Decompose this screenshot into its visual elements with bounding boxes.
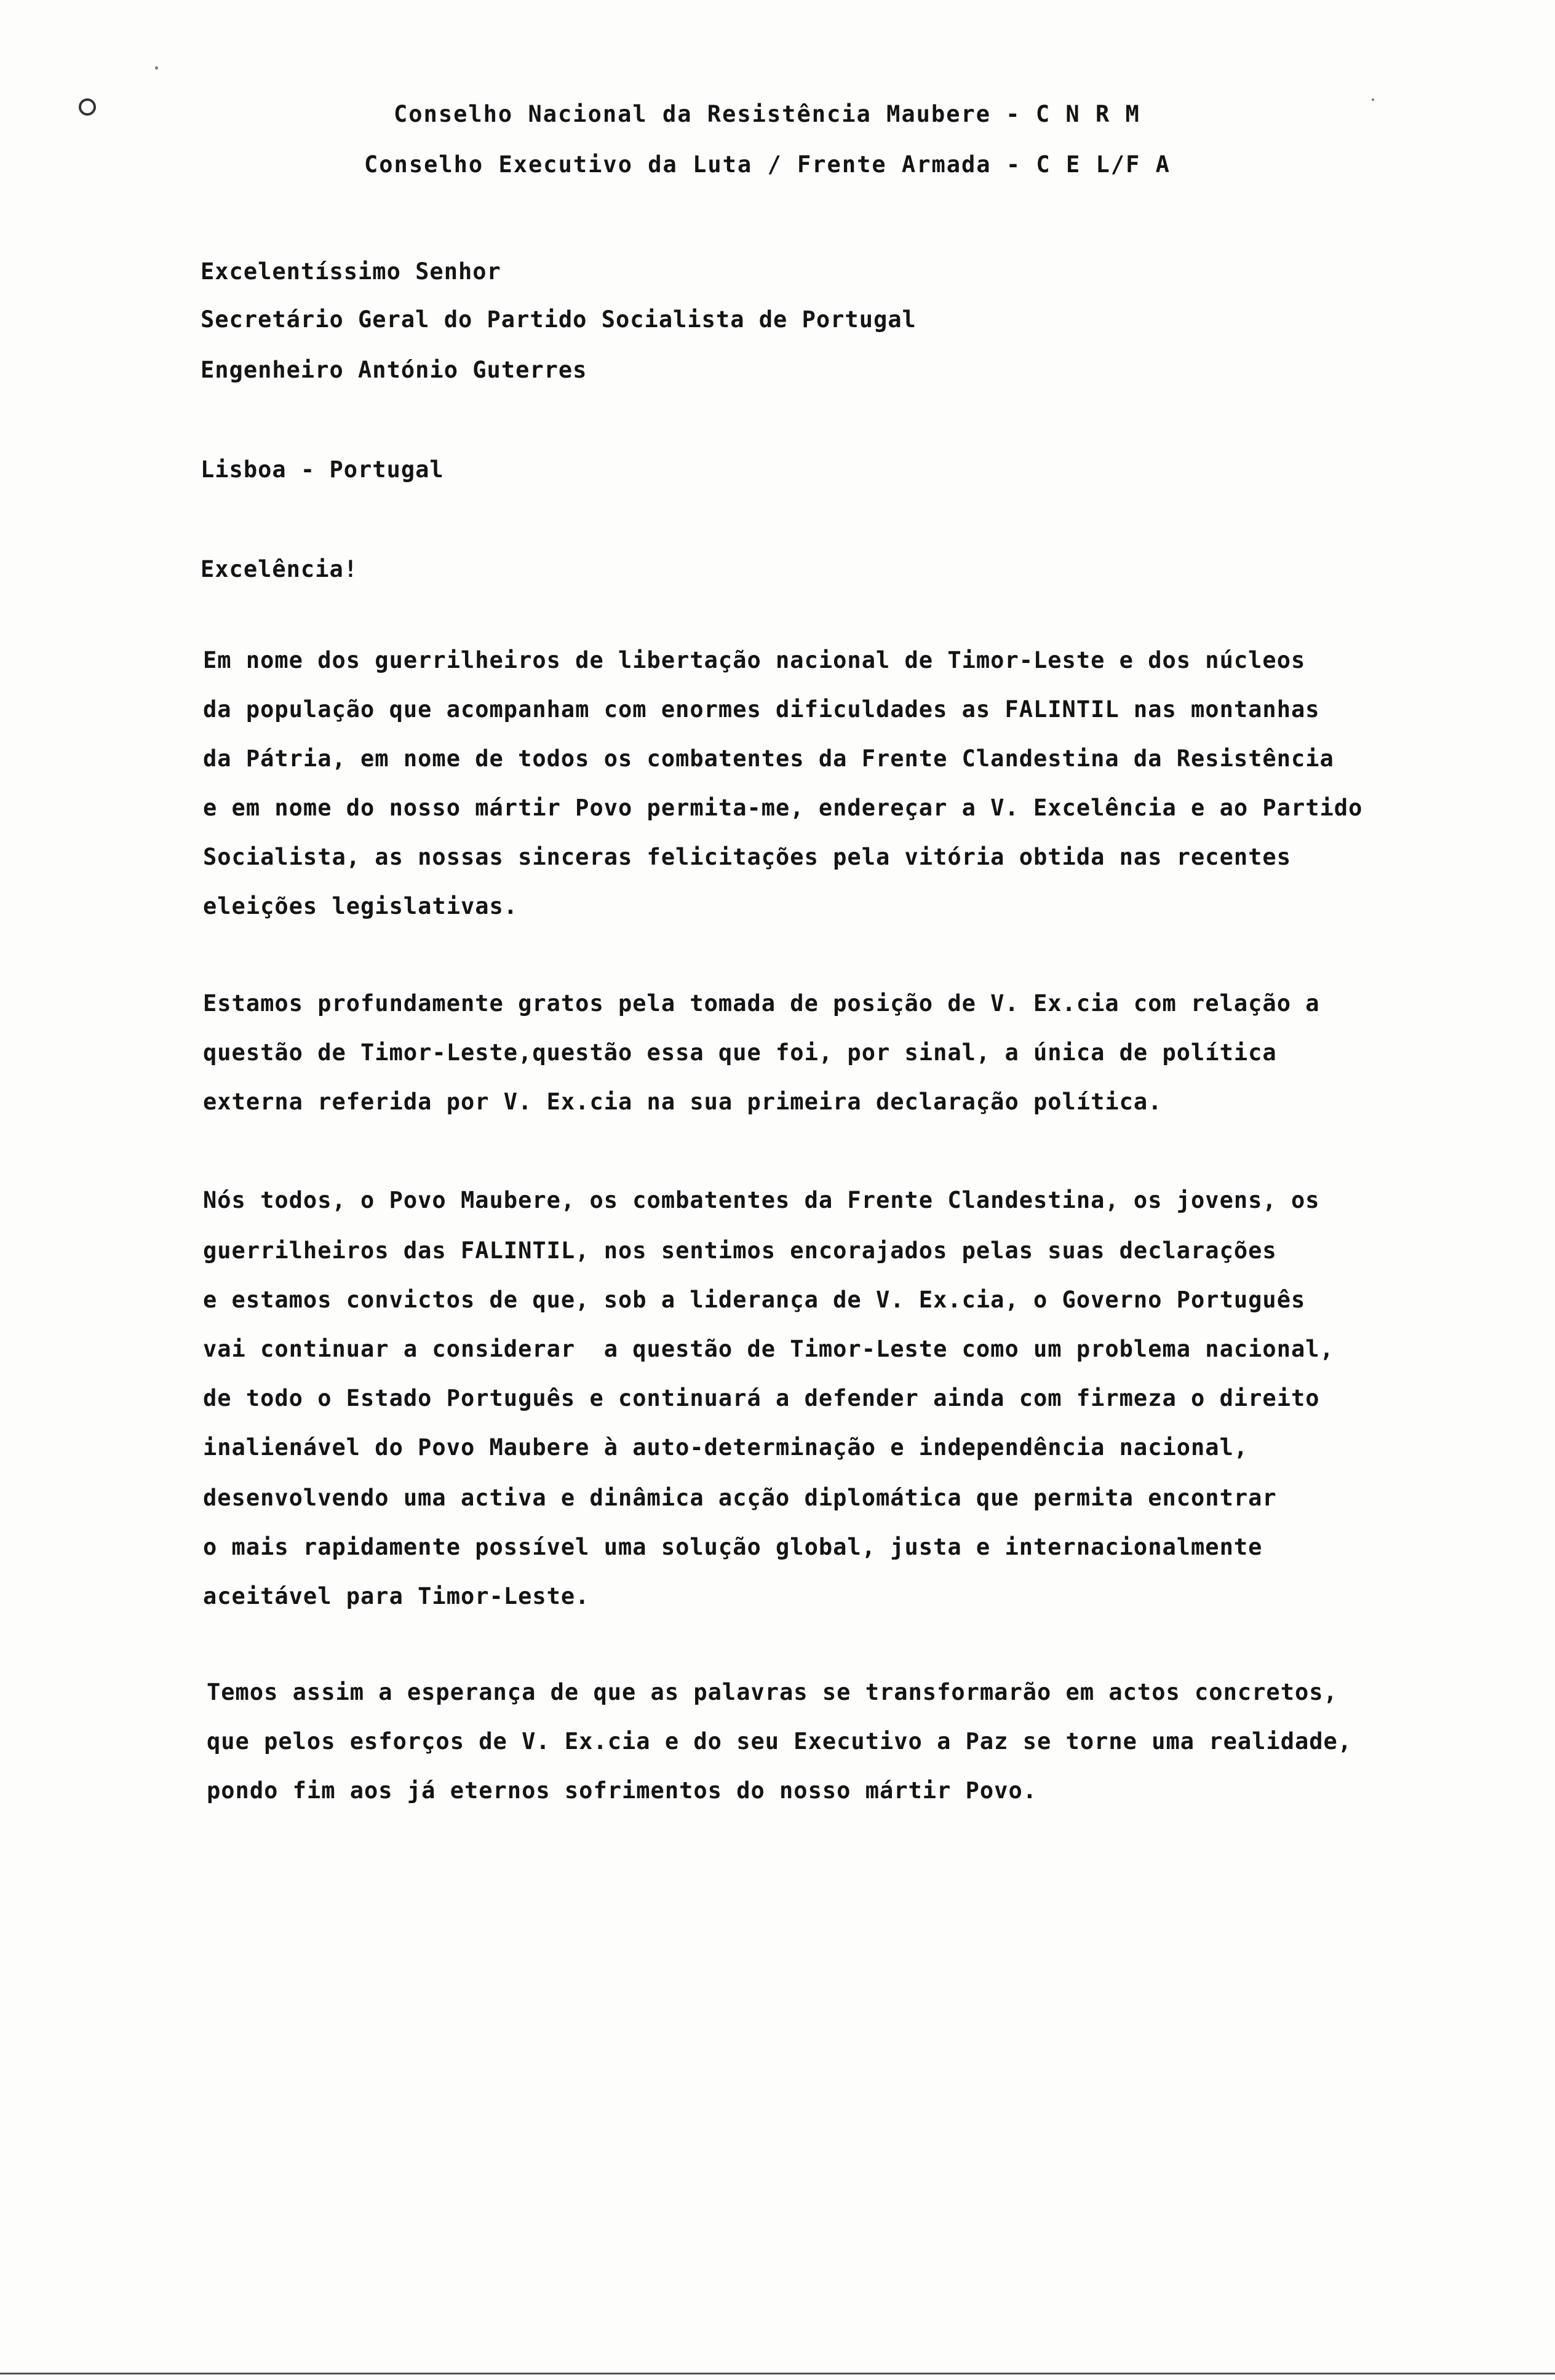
- paragraph-line: Estamos profundamente gratos pela tomada de posição de V. Ex.cia com relação a: [203, 990, 1320, 1017]
- paragraph-line: aceitável para Timor-Leste.: [203, 1583, 590, 1609]
- ink-speck: [1372, 98, 1374, 101]
- paragraph-line: questão de Timor-Leste,questão essa que foi, por sinal, a única de política: [203, 1039, 1277, 1066]
- paragraph-line: inalienável do Povo Maubere à auto-determinação e independência nacional,: [203, 1434, 1249, 1461]
- paragraph-line: o mais rapidamente possível uma solução global, justa e internacionalmente: [203, 1534, 1263, 1560]
- paragraph-line: externa referida por V. Ex.cia na sua primeira declaração política.: [203, 1089, 1163, 1115]
- addressee-line-3: Engenheiro António Guterres: [201, 357, 587, 383]
- hole-punch-mark: [79, 98, 96, 116]
- paragraph-line: guerrilheiros das FALINTIL, nos sentimos encorajados pelas suas declarações: [203, 1237, 1277, 1264]
- paragraph-line: pondo fim aos já eternos sofrimentos do nosso mártir Povo.: [207, 1777, 1038, 1804]
- header-line-2: Conselho Executivo da Luta / Frente Armada - C E L/F A: [364, 151, 1171, 178]
- paragraph-line: de todo o Estado Português e continuará a defender ainda com firmeza o direito: [203, 1385, 1320, 1411]
- paragraph-line: Temos assim a esperança de que as palavras se transformarão em actos concretos,: [207, 1679, 1338, 1705]
- paragraph-line: da população que acompanham com enormes dificuldades as FALINTIL nas montanhas: [203, 696, 1320, 723]
- paragraph-line: vai continuar a considerar a questão de Timor-Leste como um problema nacional,: [203, 1336, 1334, 1362]
- addressee-line-1: Excelentíssimo Senhor: [201, 258, 501, 285]
- paragraph-line: Socialista, as nossas sinceras felicitações pela vitória obtida nas recentes: [203, 844, 1291, 870]
- header-line-1: Conselho Nacional da Resistência Maubere - C N R M: [394, 101, 1140, 127]
- paragraph-line: Em nome dos guerrilheiros de libertação nacional de Timor-Leste e dos núcleos: [203, 647, 1306, 673]
- page-edge-line: [0, 2373, 1555, 2374]
- paragraph-line: Nós todos, o Povo Maubere, os combatentes da Frente Clandestina, os jovens, os: [203, 1187, 1320, 1213]
- salutation: Excelência!: [201, 556, 359, 582]
- paragraph-line: desenvolvendo uma activa e dinâmica acção diplomática que permita encontrar: [203, 1485, 1277, 1511]
- paragraph-line: que pelos esforços de V. Ex.cia e do seu Executivo a Paz se torne uma realidade,: [207, 1728, 1353, 1755]
- location-line: Lisboa - Portugal: [201, 456, 444, 483]
- paragraph-line: eleições legislativas.: [203, 893, 519, 919]
- addressee-line-2: Secretário Geral do Partido Socialista de Portugal: [201, 306, 917, 333]
- paragraph-line: e em nome do nosso mártir Povo permita-me, endereçar a V. Excelência e ao Partido: [203, 795, 1363, 821]
- paragraph-line: da Pátria, em nome de todos os combatentes da Frente Clandestina da Resistência: [203, 745, 1334, 772]
- ink-speck: [155, 66, 158, 69]
- paragraph-line: e estamos convictos de que, sob a liderança de V. Ex.cia, o Governo Português: [203, 1287, 1306, 1313]
